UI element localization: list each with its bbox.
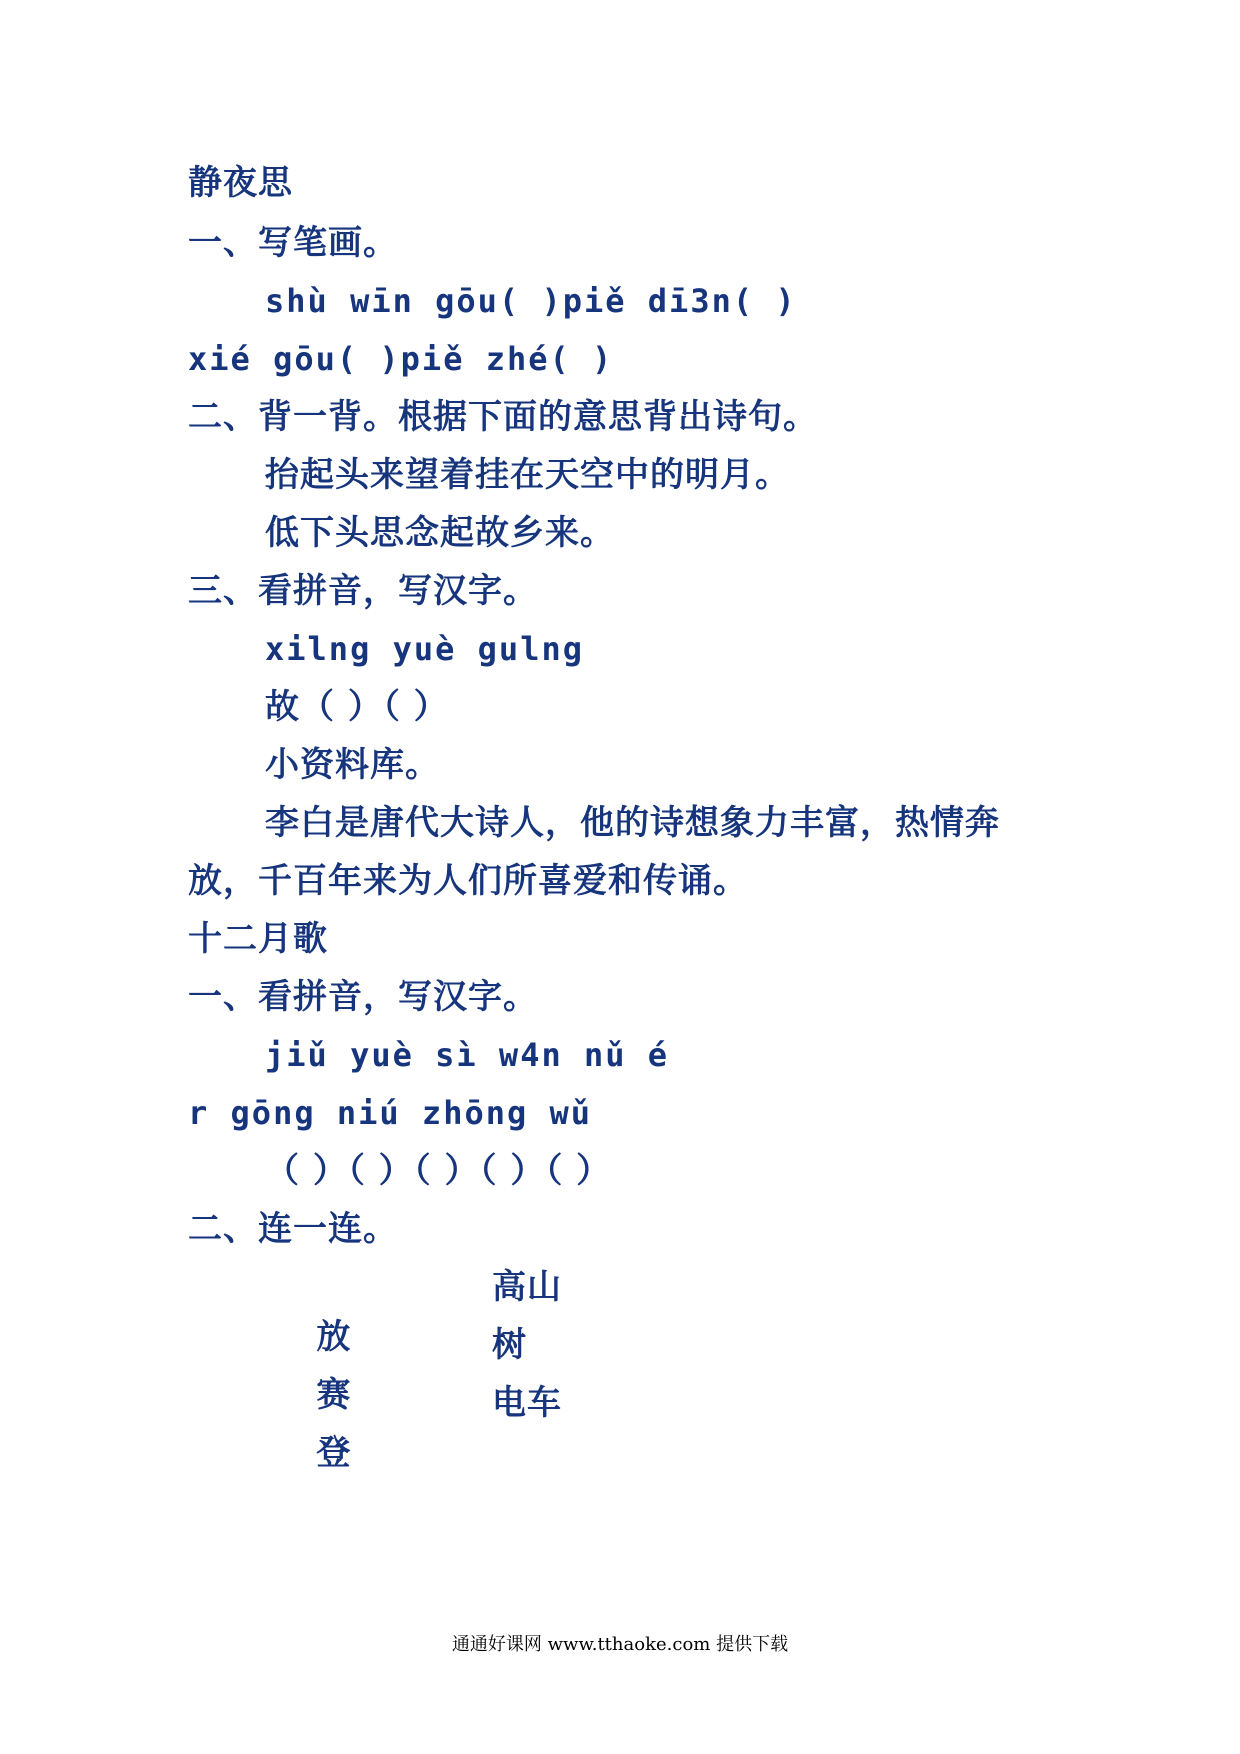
pinyin-to-hanzi-pinyin: xilng yuè gulng [265, 630, 584, 668]
question-heading-strokes: 一、写笔画。 [188, 223, 398, 263]
match-left-item: 放 [316, 1317, 352, 1357]
recite-meaning-line-2: 低下头思念起故乡来。 [265, 513, 615, 553]
library-heading: 小资料库。 [265, 745, 440, 785]
library-text-line-1: 李白是唐代大诗人，他的诗想象力丰富，热情奔 [265, 803, 1000, 843]
question-heading-recite: 二、背一背。根据下面的意思背出诗句。 [188, 397, 818, 437]
match-left-item: 赛 [316, 1375, 352, 1415]
month-pinyin-line-1: jiǔ yuè sì w4n nǔ é [265, 1036, 670, 1074]
question-heading-pinyin-to-hanzi: 三、看拼音，写汉字。 [188, 571, 538, 611]
match-right-item: 树 [492, 1325, 527, 1365]
page-footer: 通通好课网 www.tthaoke.com 提供下载 [451, 1634, 789, 1655]
month-pinyin-line-2: r gōng niú zhōng wǔ [188, 1094, 593, 1132]
question-heading-matching: 二、连一连。 [188, 1209, 398, 1249]
recite-meaning-line-1: 抬起头来望着挂在天空中的明月。 [265, 455, 790, 495]
match-right-item: 电车 [492, 1383, 562, 1423]
match-row [265, 1262, 1165, 1357]
pinyin-to-hanzi-answer-blanks: 故（ ）（ ） [265, 687, 449, 727]
strokes-pinyin-line-2: xié gōu( )piě zhé( ) [188, 340, 614, 378]
library-text-line-2: 放，千百年来为人们所喜爱和传诵。 [188, 861, 748, 901]
poem-title-shieryuege: 十二月歌 [188, 919, 328, 959]
match-right-item: 高山 [492, 1267, 562, 1307]
poem-title-jingyesi: 静夜思 [188, 163, 293, 203]
match-left-item: 登 [316, 1433, 352, 1473]
month-answer-blanks: （ ）（ ）（ ）（ ）（ ） [265, 1151, 612, 1191]
strokes-pinyin-line-1: shù wīn gōu( )piě dī3n( ) [265, 282, 797, 320]
question-heading-pinyin-to-hanzi-2: 一、看拼音，写汉字。 [188, 977, 538, 1017]
match-row [265, 1378, 1165, 1473]
